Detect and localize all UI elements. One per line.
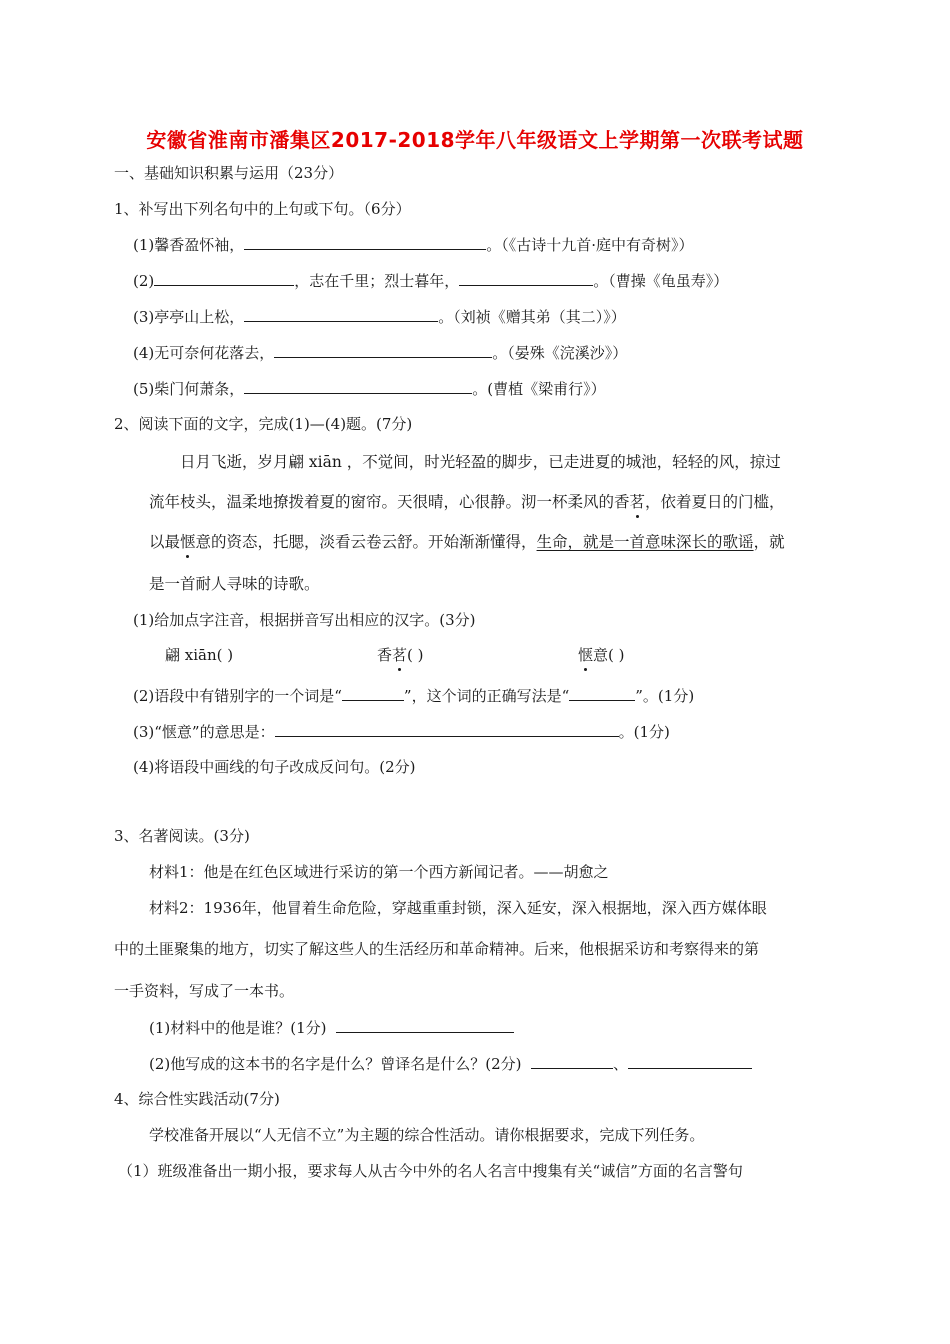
question-text: (3)“惬意”的意思是： [133, 723, 275, 741]
dotted-character: 惬 [578, 646, 594, 664]
separator: 、 [613, 1055, 629, 1073]
answer-blank[interactable] [275, 721, 619, 737]
q2-subquestion-1: (1)给加点字注音，根据拼音写出相应的汉字。(3分) [133, 611, 476, 629]
passage-text: ，依着夏日的门槛， [645, 493, 785, 511]
q1-item-5-prefix: (5)柴门何萧条， [133, 380, 245, 398]
q4-intro: 学校准备开展以“人无信不立”为主题的综合性活动。请你根据要求，完成下列任务。 [149, 1126, 705, 1144]
question-3-stem: 3、名著阅读。(3分) [114, 827, 250, 845]
answer-blank[interactable] [569, 685, 635, 701]
q1-item-1-source: 。（《古诗十九首·庭中有奇树》） [486, 236, 694, 254]
answer-blank[interactable] [274, 342, 492, 358]
q1-item-2-source: 。（曹操《龟虽寿》） [593, 272, 729, 290]
answer-blank[interactable] [531, 1053, 613, 1069]
q1-item-5 [133, 378, 606, 399]
passage-text: 以最 [149, 533, 181, 551]
answer-blank[interactable] [244, 306, 438, 322]
passage-text: 意的资态，托腮，淡看云卷云舒。开始渐渐懂得， [195, 533, 537, 551]
passage-line [149, 532, 785, 552]
q1-item-4-source: 。（晏殊《浣溪沙》） [492, 344, 628, 362]
q1-item-3-source: 。（刘祯《赠其弟（其二）》） [438, 308, 626, 326]
word-text: 香 [377, 646, 393, 664]
answer-blank[interactable] [244, 378, 472, 394]
question-text: (2)语段中有错别字的一个词是“ [133, 687, 342, 705]
q1-item-4-prefix: (4)无可奈何花落去， [133, 344, 275, 362]
question-text: (2)他写成的这本书的名字是什么？曾译名是什么？(2分) [149, 1055, 522, 1073]
passage-text: 流年枝头，温柔地撩拨着夏的窗帘。天很晴，心很静。沏一杯柔风的香 [149, 493, 630, 511]
q4-subquestion-1: （1）班级准备出一期小报，要求每人从古今中外的名人名言中搜集有关“诚信”方面的名言警句 [118, 1162, 743, 1180]
answer-parentheses: ( ) [407, 646, 424, 664]
pinyin-item-1: 翩 xiān( ) [165, 646, 234, 664]
answer-blank[interactable] [628, 1053, 752, 1069]
question-text: (1)材料中的他是谁？(1分) [149, 1019, 327, 1037]
q1-item-2-prefix: (2) [133, 272, 155, 290]
underlined-sentence: 生命，就是一首意味深长的歌谣 [536, 533, 754, 551]
answer-blank[interactable] [244, 234, 486, 250]
question-2-stem: 2、阅读下面的文字，完成(1)—(4)题。(7分) [114, 415, 413, 433]
section-heading: 一、基础知识积累与运用（23分） [114, 164, 344, 182]
q1-item-3-prefix: (3)亭亭山上松， [133, 308, 245, 326]
q1-item-4 [133, 342, 627, 363]
dotted-character: 茗 [629, 493, 646, 511]
question-text: ”。(1分) [635, 687, 695, 705]
material-2-line: 中的土匪聚集的地方，切实了解这些人的生活经历和革命精神。后来，他根据采访和考察得来的第 [114, 940, 760, 958]
pinyin-item-2 [377, 645, 424, 665]
question-1-stem: 1、补写出下列名句中的上句或下句。（6分） [114, 200, 411, 218]
answer-blank[interactable] [459, 270, 593, 286]
answer-parentheses: 意( ) [593, 646, 625, 664]
material-2-line: 一手资料，写成了一本书。 [114, 982, 295, 1000]
question-4-stem: 4、综合性实践活动(7分) [114, 1090, 280, 1108]
q2-subquestion-3 [133, 721, 670, 742]
dotted-character: 惬 [180, 533, 196, 551]
document-title: 安徽省淮南市潘集区2017-2018学年八年级语文上学期第一次联考试题 [146, 128, 804, 152]
q1-item-3 [133, 306, 626, 327]
q3-subquestion-2 [149, 1053, 752, 1074]
q1-item-2 [133, 270, 728, 291]
dotted-character: 茗 [392, 646, 408, 664]
answer-blank[interactable] [336, 1017, 514, 1033]
q1-item-1-prefix: (1)馨香盈怀袖， [133, 236, 245, 254]
passage-line [149, 492, 785, 512]
q2-subquestion-4: (4)将语段中画线的句子改成反问句。(2分) [133, 758, 416, 776]
question-text: ”，这个词的正确写法是“ [403, 687, 570, 705]
q3-subquestion-1 [149, 1017, 514, 1038]
material-1: 材料1：他是在红色区域进行采访的第一个西方新闻记者。——胡愈之 [149, 863, 609, 881]
q1-item-2-middle: ，志在千里；烈士暮年， [294, 272, 460, 290]
passage-text: ，就 [753, 533, 785, 551]
q2-subquestion-2 [133, 685, 694, 706]
question-text: 。(1分) [618, 723, 670, 741]
answer-blank[interactable] [154, 270, 294, 286]
q1-item-5-source: 。(曹植《梁甫行》） [472, 380, 606, 398]
q1-item-1 [133, 234, 694, 255]
pinyin-item-3 [578, 645, 625, 665]
answer-blank[interactable] [342, 685, 404, 701]
passage-line: 是一首耐人寻味的诗歌。 [149, 575, 320, 593]
material-2-line: 材料2：1936年，他冒着生命危险，穿越重重封锁，深入延安，深入根据地，深入西方媒体眼 [149, 899, 767, 917]
passage-line: 日月飞逝，岁月翩 xiān ，不觉间，时光轻盈的脚步，已走进夏的城池，轻轻的风，掠过 [180, 453, 781, 471]
